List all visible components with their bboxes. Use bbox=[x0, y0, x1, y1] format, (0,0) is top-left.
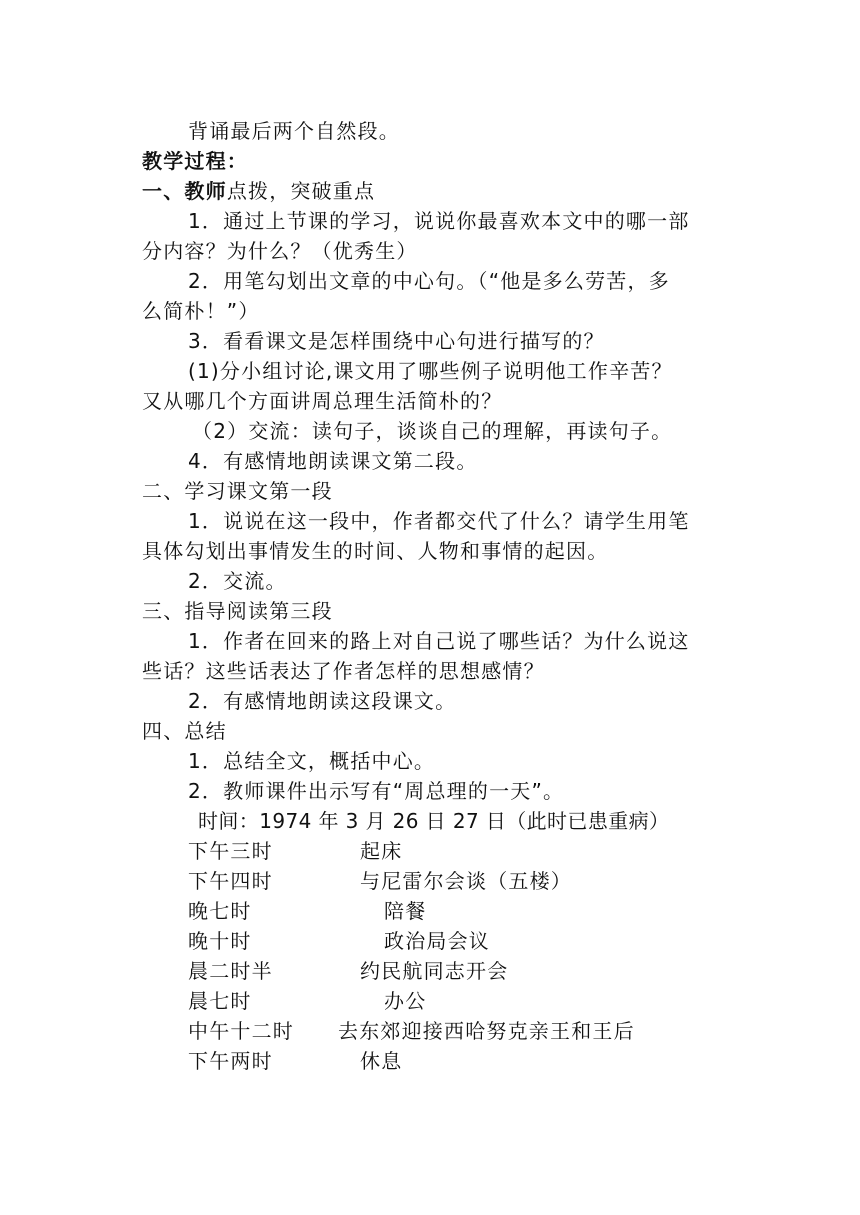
section-1-question-4: 4．有感情地朗读课文第二段。 bbox=[188, 449, 478, 473]
schedule-row-7-time: 中午十二时 bbox=[188, 1019, 294, 1043]
schedule-row-3-time: 晚七时 bbox=[188, 899, 252, 923]
schedule-row-5-time: 晨二时半 bbox=[188, 959, 273, 983]
recite-instruction: 背诵最后两个自然段。 bbox=[188, 119, 400, 143]
section-3-heading: 三、指导阅读第三段 bbox=[142, 599, 333, 623]
section-1-question-3: 3．看看课文是怎样围绕中心句进行描写的？ bbox=[188, 329, 605, 353]
section-1-question-3-1-line-2: 又从哪几个方面讲周总理生活简朴的？ bbox=[142, 389, 503, 413]
schedule-row-1-event: 起床 bbox=[360, 839, 403, 863]
schedule-row-8-time: 下午两时 bbox=[188, 1049, 273, 1073]
schedule-date-line: 时间：1974 年 3 月 26 日 27 日（此时已患重病） bbox=[198, 809, 670, 833]
schedule-row-3-event: 陪餐 bbox=[384, 899, 427, 923]
section-1-question-1-line-2: 分内容？为什么？（优秀生） bbox=[142, 239, 418, 263]
schedule-row-2-event: 与尼雷尔会谈（五楼） bbox=[360, 869, 572, 893]
schedule-row-2-time: 下午四时 bbox=[188, 869, 273, 893]
section-3-question-1-line-1: 1．作者在回来的路上对自己说了哪些话？为什么说这 bbox=[188, 629, 690, 653]
schedule-row-8-event: 休息 bbox=[360, 1049, 403, 1073]
section-1-question-1-line-1: 1．通过上节课的学习，说说你最喜欢本文中的哪一部 bbox=[188, 209, 690, 233]
section-2-question-2: 2．交流。 bbox=[188, 569, 287, 593]
schedule-row-4-time: 晚十时 bbox=[188, 929, 252, 953]
section-1-question-2-line-1: 2．用笔勾划出文章的中心句。（“他是多么劳苦，多 bbox=[188, 269, 670, 293]
section-3-question-1-line-2: 些话？这些话表达了作者怎样的思想感情？ bbox=[142, 659, 545, 683]
section-1-question-2-line-2: 么简朴！”） bbox=[142, 299, 260, 323]
schedule-row-4-event: 政治局会议 bbox=[384, 929, 490, 953]
section-1-question-3-1-line-1: (1)分小组讨论,课文用了哪些例子说明他工作辛苦？ bbox=[188, 359, 673, 383]
section-4-heading: 四、总结 bbox=[142, 719, 227, 743]
section-2-question-1-line-1: 1．说说在这一段中，作者都交代了什么？请学生用笔 bbox=[188, 509, 690, 533]
section-4-question-1: 1．总结全文，概括中心。 bbox=[188, 749, 436, 773]
section-2-question-1-line-2: 具体勾划出事情发生的时间、人物和事情的起因。 bbox=[142, 539, 609, 563]
section-1-heading-rest: 点拨，突破重点 bbox=[226, 179, 376, 203]
schedule-row-5-event: 约民航同志开会 bbox=[360, 959, 509, 983]
schedule-row-6-event: 办公 bbox=[384, 989, 427, 1013]
schedule-row-7-event: 去东郊迎接西哈努克亲王和王后 bbox=[338, 1019, 635, 1043]
section-3-question-2: 2．有感情地朗读这段课文。 bbox=[188, 689, 457, 713]
schedule-row-6-time: 晨七时 bbox=[188, 989, 252, 1013]
section-4-question-2: 2．教师课件出示写有“周总理的一天”。 bbox=[188, 779, 565, 803]
teaching-process-heading: 教学过程： bbox=[142, 149, 248, 173]
section-2-heading: 二、学习课文第一段 bbox=[142, 479, 333, 503]
section-1-heading bbox=[142, 177, 375, 205]
section-1-heading-bold: 一、教师 bbox=[142, 179, 227, 203]
schedule-row-1-time: 下午三时 bbox=[188, 839, 273, 863]
section-1-question-3-2: （2）交流：读句子，谈谈自己的理解，再读句子。 bbox=[192, 419, 673, 443]
